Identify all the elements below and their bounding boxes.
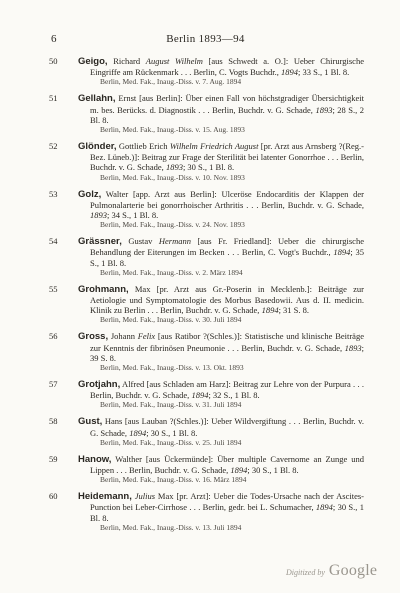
entry-text: Johann: [108, 331, 138, 342]
entry-number: 58: [49, 416, 58, 427]
entry-text: Max [pr. Arzt aus Gr.-Poserin in Mecklenb.]: Beiträge zur Aetiologie und Symptomatologie des Morbus Basedowii. Aus d. II. medicin. Klinik zu Berlin . . . Berlin, Buchdr. v. G. Schade,: [90, 283, 364, 316]
entry-forenames: Hermann: [158, 236, 191, 247]
entry-dissertation-note: Berlin, Med. Fak., Inaug.-Diss. v. 7. Aug. 1894: [100, 77, 242, 87]
entry-number: 56: [49, 331, 58, 342]
entry-number: 55: [49, 283, 58, 294]
entry-year: 1893: [90, 210, 107, 221]
entry-text: ; 30 S., 1 Bl. 8.: [90, 502, 364, 523]
entry-dissertation-note: Berlin, Med. Fak., Inaug.-Diss. v. 13. Okt. 1893: [100, 363, 244, 373]
entry-text: ; 30 S., 1 Bl. 8.: [146, 427, 198, 438]
entry-author-surname: Gross,: [78, 331, 109, 343]
entry-text: Alfred [aus Schladen am Harz]: Beitrag zur Lehre von der Purpura . . . Berlin, Buchdr. v. G. Schade,: [90, 379, 364, 401]
entry-dissertation-note: Berlin, Med. Fak., Inaug.-Diss. v. 16. März 1894: [100, 475, 247, 485]
entry-year: 1894: [281, 67, 298, 78]
bibliography-entry: [0, 331, 400, 372]
entry-text: ; 30 S., 1 Bl. 8.: [247, 465, 299, 476]
entry-list: [0, 56, 400, 539]
entry-dissertation-note: Berlin, Med. Fak., Inaug.-Diss. v. 15. Aug. 1893: [100, 125, 245, 135]
entry-body: [78, 491, 364, 523]
entry-dissertation-note: Berlin, Med. Fak., Inaug.-Diss. v. 13. Juli 1894: [100, 522, 242, 532]
entry-author-surname: Grohmann,: [78, 283, 129, 295]
entry-text: [aus Fr. Friedland]: Ueber die chirurgische Behandlung der Eiterungen im Becken . . . Berlin, C. Vogt's Buchdr.,: [90, 236, 364, 258]
entry-body: [78, 379, 364, 400]
entry-number: 52: [49, 141, 58, 152]
entry-year: 1894: [230, 465, 248, 476]
entry-number: 57: [49, 379, 58, 390]
entry-year: 1893: [315, 104, 333, 115]
entry-text: Walther [aus Ückermünde]: Über multiple Cavernome an Zunge und Lippen . . . Berlin, Buchdr. v. G. Schade,: [90, 453, 364, 476]
bibliography-entry: [0, 284, 400, 325]
entry-dissertation-note: Berlin, Med. Fak., Inaug.-Diss. v. 24. Nov. 1893: [100, 220, 245, 230]
entry-text: Ernst [aus Berlin]: Über einen Fall von höchstgradiger Übersichtigkeit m. bes. Berücks. d. Diagnostik . . . Berlin, Buchdr. v. G. Schade,: [90, 93, 364, 115]
entry-year: 1893: [344, 342, 362, 353]
entry-year: 1894: [261, 305, 279, 316]
entry-forenames: Felix: [137, 331, 156, 342]
entry-text: ; 32 S., 1 Bl. 8.: [208, 390, 260, 401]
entry-number: 50: [49, 56, 58, 66]
entry-author-surname: Geigo,: [78, 56, 108, 67]
running-title: Berlin 1893—94: [166, 33, 245, 45]
entry-text: Richard: [107, 56, 146, 66]
google-watermark: [286, 562, 377, 580]
entry-body: [78, 236, 364, 268]
entry-text: [aus Schwedt a. O.]: Ueber Chirurgische Eingriffe am Rückenmark . . . Berlin, C. Vogts Buchdr.,: [90, 56, 364, 78]
entry-text: Gottlieb Erich: [116, 141, 170, 152]
entry-author-surname: Gellahn,: [78, 93, 116, 105]
entry-text: Gustav: [121, 236, 159, 247]
bibliography-entry: [0, 454, 400, 485]
entry-body: [78, 189, 364, 221]
entry-body: [78, 454, 364, 475]
bibliography-entry: [0, 141, 400, 182]
entry-forenames: Wilhelm Friedrich August: [169, 141, 259, 152]
entry-year: 1894: [333, 247, 351, 258]
entry-year: 1894: [129, 427, 147, 438]
bibliography-entry: [0, 56, 400, 87]
bibliography-entry: [0, 491, 400, 532]
page-header: [51, 33, 360, 47]
entry-body: [78, 284, 364, 316]
entry-dissertation-note: Berlin, Med. Fak., Inaug.-Diss. v. 31. Juli 1894: [100, 400, 242, 410]
entry-dissertation-note: Berlin, Med. Fak., Inaug.-Diss. v. 25. Juli 1894: [100, 437, 242, 447]
entry-text: ; 35 S., 1 Bl. 8.: [90, 247, 364, 268]
entry-text: Max [pr. Arzt]: Ueber die Todes-Ursache nach der Ascites-Punction bei Leber-Cirrhose . . . Berlin, gedr. bei L. Schumacher,: [90, 491, 365, 513]
entry-author-surname: Hanow,: [78, 453, 112, 465]
entry-body: [78, 93, 364, 125]
bibliography-entry: [0, 379, 400, 410]
entry-text: ; 39 S. 8.: [90, 342, 364, 363]
entry-author-surname: Grotjahn,: [78, 379, 121, 391]
entry-body: [78, 331, 364, 363]
entry-number: 51: [49, 93, 58, 104]
entry-year: 1894: [315, 502, 333, 513]
entry-text: ; 31 S. 8.: [278, 305, 310, 316]
entry-text: ; 33 S., 1 Bl. 8.: [298, 67, 350, 78]
watermark-prefix: Digitized by: [286, 568, 325, 577]
entry-year: 1893: [165, 162, 183, 173]
entry-number: 54: [49, 236, 58, 247]
bibliography-entry: [0, 416, 400, 447]
entry-text: [aus Ratibor ?(Schles.)]: Statistische und klinische Beiträge zur Kenntnis der fibrinösen Pneumonie . . . Berlin, Buchdr. v. G. Schade,: [90, 331, 364, 353]
entry-text: Walter [app. Arzt aus Berlin]: Ulceröse Endocarditis der Klappen der Pulmonalarterie bei gonorrhoischer Arthritis . . . Berlin, Buchdr. v. G. Schade,: [90, 188, 364, 210]
entry-author-surname: Glönder,: [78, 141, 117, 153]
entry-author-surname: Golz,: [78, 188, 102, 200]
entry-number: 59: [49, 453, 58, 464]
entry-author-surname: Grässner,: [78, 236, 122, 248]
entry-number: 53: [49, 188, 58, 199]
entry-year: 1894: [191, 390, 209, 401]
entry-text: [pr. Arzt aus Arnsberg ?(Reg.-Bez. Lüneb.)]: Beitrag zur Frage der Sterilität bei latenter Gonorrhoe . . . Berlin, Buchdr. v. G. Schade,: [90, 141, 364, 173]
entry-author-surname: Heidemann,: [78, 491, 132, 503]
entry-dissertation-note: Berlin, Med. Fak., Inaug.-Diss. v. 30. Juli 1894: [100, 315, 242, 325]
watermark-brand: Google: [328, 562, 378, 579]
entry-body: [78, 56, 364, 77]
page-number: 6: [51, 33, 57, 45]
entry-number: 60: [49, 491, 58, 502]
entry-body: [78, 141, 364, 173]
entry-dissertation-note: Berlin, Med. Fak., Inaug.-Diss. v. 2. März 1894: [100, 267, 243, 277]
bibliography-entry: [0, 236, 400, 277]
entry-text: Hans [aus Lauban ?(Schles.)]: Ueber Wildvergiftung . . . Berlin, Buchdr. v. G. Schade,: [90, 416, 364, 438]
entry-forenames: Julius: [134, 491, 156, 502]
entry-forenames: August Wilhelm: [145, 56, 203, 66]
entry-body: [78, 416, 364, 437]
bibliography-entry: [0, 189, 400, 230]
entry-text: ; 28 S., 2 Bl. 8.: [90, 104, 365, 125]
entry-dissertation-note: Berlin, Med. Fak., Inaug.-Diss. v. 10. Nov. 1893: [100, 172, 245, 182]
entry-author-surname: Gust,: [78, 416, 103, 428]
bibliography-entry: [0, 93, 400, 134]
entry-text: ; 30 S., 1 Bl. 8.: [182, 162, 235, 173]
entry-text: ; 34 S., 1 Bl. 8.: [107, 210, 159, 221]
